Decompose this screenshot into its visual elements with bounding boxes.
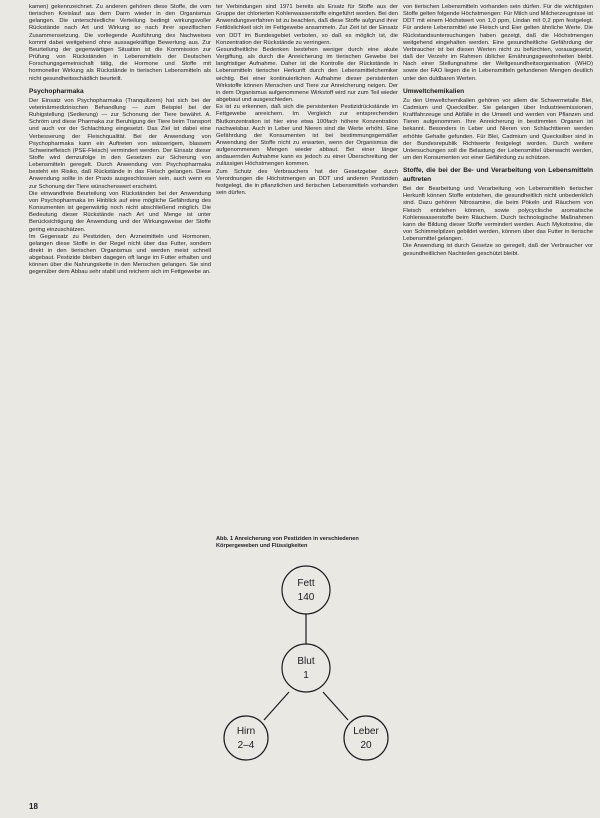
node-blut-value: 1: [303, 670, 309, 681]
connector-blut-leber: [323, 692, 348, 720]
paragraph: Im Gegensatz zu Pestiziden, den Arzneimitteln und Hormonen, gelangen diese Stoffe in der Regel nicht über das Futter, sondern direkt in den tierischen Organismus und werden meist schnell abgebaut. Pestizide bleiben dagegen oft lange im Futter erhalten und können über die Nahrungskette in den Menschen gelangen. Sie sind gegenüber dem Abbau sehr stabil und reichern sich im Fettgewebe an.: [29, 233, 211, 276]
connector-blut-hirn: [264, 692, 289, 720]
paragraph: Zum Schutz des Verbrauchers hat der Gesetzgeber durch Verordnungen die Höchstmengen an DDT und anderen Pestiziden festgelegt, die in pflanzlichen und tierischen Lebensmitteln vorhanden sein dürfen.: [216, 168, 398, 197]
node-fett-circle: [282, 566, 330, 614]
node-blut-circle: [282, 644, 330, 692]
node-leber-circle: [344, 716, 388, 760]
paragraph: kamen) gekennzeichnet. Zu anderen gehören diese Stoffe, die vom tierischen Kreislauf aus dem Darm wieder in den Organismus gelangen. Die unterschiedliche Verteilung bedingt wirkungsvoller Rückstände nach Art und Wirkung so nach ihrer spezifischen Zusammensetzung. Die vorliegende Ausführung des Nachweises kommt dabei weitgehend ohne aussagekräftige Bewertung aus. Zur Beurteilung der gegenwärtigen Situation ist die Kommission zur Prüfung von Rückständen in Lebensmitteln der Deutschen Forschungsgemeinschaft tätig, die Hormone und Stoffe mit hormoneller Wirkung als Rückstände in tierischen Lebensmitteln als nicht gesundheitsschädlich beurteilt.: [29, 4, 211, 82]
node-fett-label: Fett: [297, 578, 315, 589]
node-hirn-circle: [224, 716, 268, 760]
diagram-svg: [216, 562, 398, 762]
section-heading-stoffe: Stoffe, die bei der Be- und Verarbeitung von Lebensmitteln auftreten: [403, 167, 593, 184]
node-leber-value: 20: [360, 740, 372, 751]
paragraph: Gesundheitliche Bedenken bestehen weniger durch eine akute Vergiftung, als durch die Anreicherung im tierischen Gewebe bei langfristiger Aufnahme. Daher ist die Kontrolle der Rückstände in Lebensmitteln tierischer Herkunft durch den Lebensmittelchemiker wichtig. Bei einer kontinuierlichen Aufnahme dieser persistenten Wirkstoffe können Menschen und Tiere zur Anreicherung neigen. Der in dem Organismus aufgenommene Wirkstoff wird nur zum Teil wieder abgebaut und ausgeschieden.: [216, 46, 398, 104]
node-blut-label: Blut: [297, 656, 315, 667]
node-fett-value: 140: [297, 592, 315, 603]
paragraph: Zu den Umweltchemikalien gehören vor allem die Schwermetalle Blei, Cadmium und Quecksilber. Sie gelangen über Industrieemissionen, Kraftfahrzeuge und Abfälle in die Umwelt und werden von Pflanzen und Tieren aufgenommen. Ihre Anreicherung in bestimmten Organen ist bekannt. Besonders in Leber und Nieren von Schlachttieren werden erhöhte Gehalte gefunden. Für Blei, Cadmium und Quecksilber sind in der Bundesrepublik Richtwerte festgelegt worden. Durch weitere Untersuchungen soll die Belastung der Lebensmittel überwacht werden, um den Konsumenten vor einer Gefährdung zu schützen.: [403, 97, 593, 161]
text-column-3: [403, 4, 593, 814]
node-hirn-label: Hirn: [236, 726, 256, 737]
figure-pesticide-accumulation: [216, 536, 398, 776]
paragraph: Es ist zu erkennen, daß sich die persistenten Pestizidrückstände im Fettgewebe anreichern. Im Vergleich zur entsprechenden Blutkonzentration ist hier eine etwa 100fach höhere Konzentration nachweisbar. Auch in Leber und Nieren sind die Werte erhöht. Eine Gefährdung der Konsumenten ist bei bestimmungsgemäßer Anwendung der Stoffe nicht zu erwarten, wenn der Organismus die aufgenommenen Mengen wieder abbaut. Bei einer länger andauernden Aufnahme kann es jedoch zu einer Überschreitung der zulässigen Höchstmengen kommen.: [216, 104, 398, 168]
node-leber-label: Leber: [353, 726, 379, 737]
paragraph: Die einwandfreie Beurteilung von Rückständen bei der Anwendung von Psychopharmaka im Hinblick auf eine mögliche Gefährdung des Konsumenten ist gegenwärtig noch nicht abschließend möglich. Die Bedeutung dieser Rückstände nach Art und Menge ist unter Berücksichtigung der Anwendung und der Wirkungsweise der Stoffe gering einzuschätzen.: [29, 190, 211, 233]
paragraph: von tierischen Lebensmitteln vorhanden sein dürfen. Für die wichtigsten Stoffe gelten folgende Höchstmengen: Für Milch und Milcherzeugnisse ist DDT mit einem Höchstwert von 1,0 ppm, Lindan mit 0,2 ppm festgelegt. Für andere Lebensmittel wie Fleisch und Eier gelten ähnliche Werte. Die Rückstandsuntersuchungen haben gezeigt, daß die Höchstmengen weitgehend eingehalten werden. Eine gesundheitliche Gefährdung der Verbraucher ist bei diesen Werten nicht zu befürchten, vorausgesetzt, daß der Verzehr im Rahmen üblicher Ernährungsgewohnheiten bleibt. Nach einer Stellungnahme der Weltgesundheitsorganisation (WHO) sowie der FAO liegen die in Lebensmitteln gefundenen Mengen deutlich unter den duldbaren Werten.: [403, 4, 593, 82]
paragraph: Die Anwendung ist durch Gesetze so geregelt, daß der Verbraucher vor gesundheitlichen Nachteilen geschützt bleibt.: [403, 243, 593, 257]
paragraph: Der Einsatz von Psychopharmaka (Tranquilizern) hat sich bei der veterinärmedizinischen Behandlung — zum Beispiel bei der Ruhigstellung (Sedierung) — zur Schonung der Tiere bewährt. A. Schröm und diese Pharmaka zur Beruhigung der Tiere beim Transport und auch vor der Schlachtung eingesetzt. Das Ziel ist dabei eine Verbesserung der Fleischqualität. Bei der Anwendung von Psychopharmaka kann ein Auftreten von wässerigem, blassem Schweinefleisch (PSE-Fleisch) vermindert werden. Der Einsatz dieser Stoffe wird demzufolge in den Gesetzen zur Sicherung von Lebensmitteln geregelt. Durch Anwendung von Psychopharmaka besteht ein Risiko, daß Rückstände in das Fleisch gelangen. Diese Anwendung sollte in der Praxis ausgeschlossen sein, auch wenn es zur Schonung der Tiere wünschenswert erscheint.: [29, 97, 211, 190]
text-column-2: [216, 4, 398, 524]
section-heading-umweltchemikalien: Umweltchemikalien: [403, 87, 465, 95]
paragraph: ter Verbindungen sind 1971 bereits als Ersatz für Stoffe aus der Gruppe der chlorierten Kohlenwasserstoffe eingeführt worden. Bei den Anwendungsverfahren ist zu beachten, daß diese Stoffe aufgrund ihrer Fettlöslichkeit sich im Fettgewebe ansammeln. Zur Zeit ist der Einsatz von DDT im Bundesgebiet verboten, so daß es möglich ist, die Konzentration der Rückstände zu verringern.: [216, 4, 398, 46]
node-hirn-value: 2–4: [237, 740, 255, 751]
text-column-1: [29, 4, 211, 804]
section-heading-psychopharmaka: Psychopharmaka: [29, 87, 84, 95]
figure-caption: Abb. 1 Anreicherung von Pestiziden in verschiedenen Körpergeweben und Flüssigkeiten: [216, 536, 359, 549]
paragraph: Bei der Bearbeitung und Verarbeitung von Lebensmitteln tierischer Herkunft können Stoffe entstehen, die gesundheitlich nicht unbedenklich sind. Dazu gehören Nitrosamine, die beim Pökeln und Räuchern von Fleisch entstehen können, sowie polycyclische aromatische Kohlenwasserstoffe beim Räuchern. Durch technologische Maßnahmen kann die Bildung dieser Stoffe vermindert werden. Auch Mykotoxine, die von Schimmelpilzen gebildet werden, können über das Futter in tierische Lebensmittel gelangen.: [403, 186, 593, 243]
page-number: 18: [29, 802, 38, 811]
